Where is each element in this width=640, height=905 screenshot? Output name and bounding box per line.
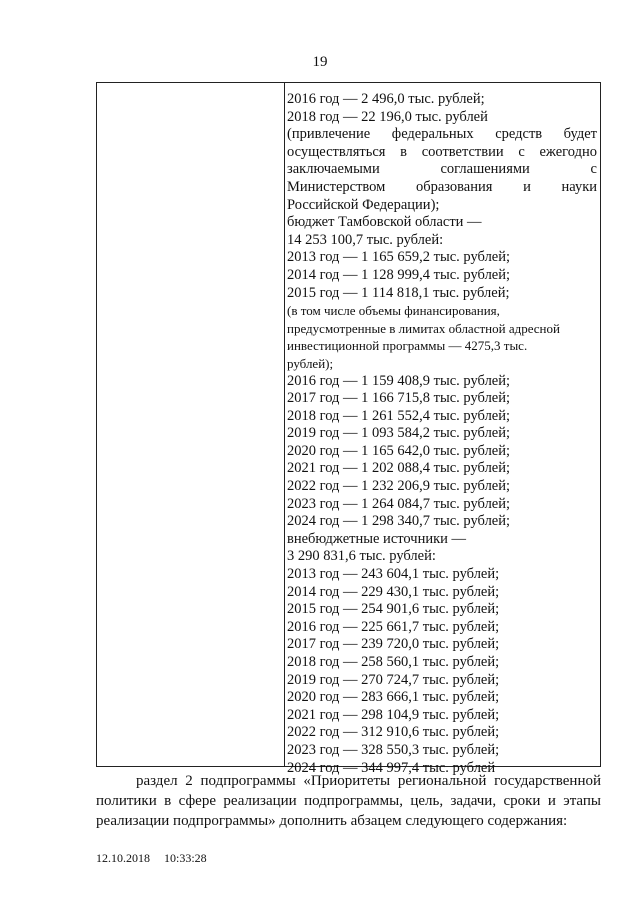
table-line: 2019 год — 1 093 584,2 тыс. рублей; — [287, 425, 511, 442]
table-line: 2014 год — 229 430,1 тыс. рублей; — [287, 583, 500, 600]
paragraph-line: политики в сфере реализации подпрограммы, цель, задачи, сроки и этапы — [96, 793, 601, 809]
table-line: (привлечение федеральных средств будет — [287, 126, 597, 143]
financing-cell — [287, 91, 597, 777]
table-line: 2023 год — 1 264 084,7 тыс. рублей; — [287, 495, 511, 512]
table-line: 2024 год — 1 298 340,7 тыс. рублей; — [287, 513, 511, 530]
footer-date: 12.10.2018 — [96, 851, 150, 865]
table-line: Министерством образования и науки — [287, 178, 597, 195]
table-line: 2020 год — 283 666,1 тыс. рублей; — [287, 689, 500, 706]
footer-time: 10:33:28 — [164, 851, 207, 865]
table-line: внебюджетные источники — — [287, 530, 467, 547]
table-line: осуществляться в соответствии с ежегодно — [287, 143, 597, 160]
table-line: 2018 год — 22 196,0 тыс. рублей — [287, 108, 488, 125]
table-line: рублей); — [287, 355, 334, 371]
footer-stamp — [96, 851, 207, 866]
table-line: 2022 год — 1 232 206,9 тыс. рублей; — [287, 478, 511, 495]
table-line: 2014 год — 1 128 999,4 тыс. рублей; — [287, 266, 511, 283]
table-line: предусмотренные в лимитах областной адресной — [287, 320, 560, 336]
table-line: инвестиционной программы — 4275,3 тыс. — [287, 338, 528, 354]
table-line: (в том числе объемы финансирования, — [287, 303, 500, 319]
page-number: 19 — [312, 54, 328, 70]
paragraph-line: реализации подпрограммы» дополнить абзацем следующего содержания: — [96, 813, 568, 829]
table-line: 2016 год — 225 661,7 тыс. рублей; — [287, 618, 500, 635]
table-line: 2015 год — 1 114 818,1 тыс. рублей; — [287, 284, 510, 301]
table-line: 2024 год — 344 997,4 тыс. рублей — [287, 759, 496, 776]
table-line: 2020 год — 1 165 642,0 тыс. рублей; — [287, 442, 511, 459]
table-line: 2016 год — 1 159 408,9 тыс. рублей; — [287, 372, 511, 389]
table-line: 2023 год — 328 550,3 тыс. рублей; — [287, 741, 500, 758]
table-line: 2021 год — 298 104,9 тыс. рублей; — [287, 706, 500, 723]
financing-table — [96, 82, 601, 776]
column-divider — [284, 83, 285, 766]
table-line: 2022 год — 312 910,6 тыс. рублей; — [287, 724, 500, 741]
table-line: 2019 год — 270 724,7 тыс. рублей; — [287, 671, 500, 688]
table-line: 2021 год — 1 202 088,4 тыс. рублей; — [287, 460, 511, 477]
table-line: Российской Федерации); — [287, 196, 440, 213]
paragraph-line: раздел 2 подпрограммы «Приоритеты региональной государственной — [136, 773, 601, 789]
table-line: 2015 год — 254 901,6 тыс. рублей; — [287, 601, 500, 618]
table-line: 2017 год — 239 720,0 тыс. рублей; — [287, 636, 500, 653]
table-line: 2018 год — 1 261 552,4 тыс. рублей; — [287, 407, 511, 424]
table-line: 14 253 100,7 тыс. рублей: — [287, 231, 444, 248]
table-line: 2013 год — 1 165 659,2 тыс. рублей; — [287, 249, 511, 266]
table-line: 2017 год — 1 166 715,8 тыс. рублей; — [287, 390, 511, 407]
amendment-paragraph — [96, 771, 601, 831]
table-line: 2016 год — 2 496,0 тыс. рублей; — [287, 91, 485, 107]
table-line: заключаемыми соглашениями с — [287, 161, 597, 178]
table-line: 2013 год — 243 604,1 тыс. рублей; — [287, 566, 500, 583]
table-line: 2018 год — 258 560,1 тыс. рублей; — [287, 654, 500, 670]
table-line: 3 290 831,6 тыс. рублей: — [287, 548, 436, 565]
table-line: бюджет Тамбовской области — — [287, 214, 482, 231]
